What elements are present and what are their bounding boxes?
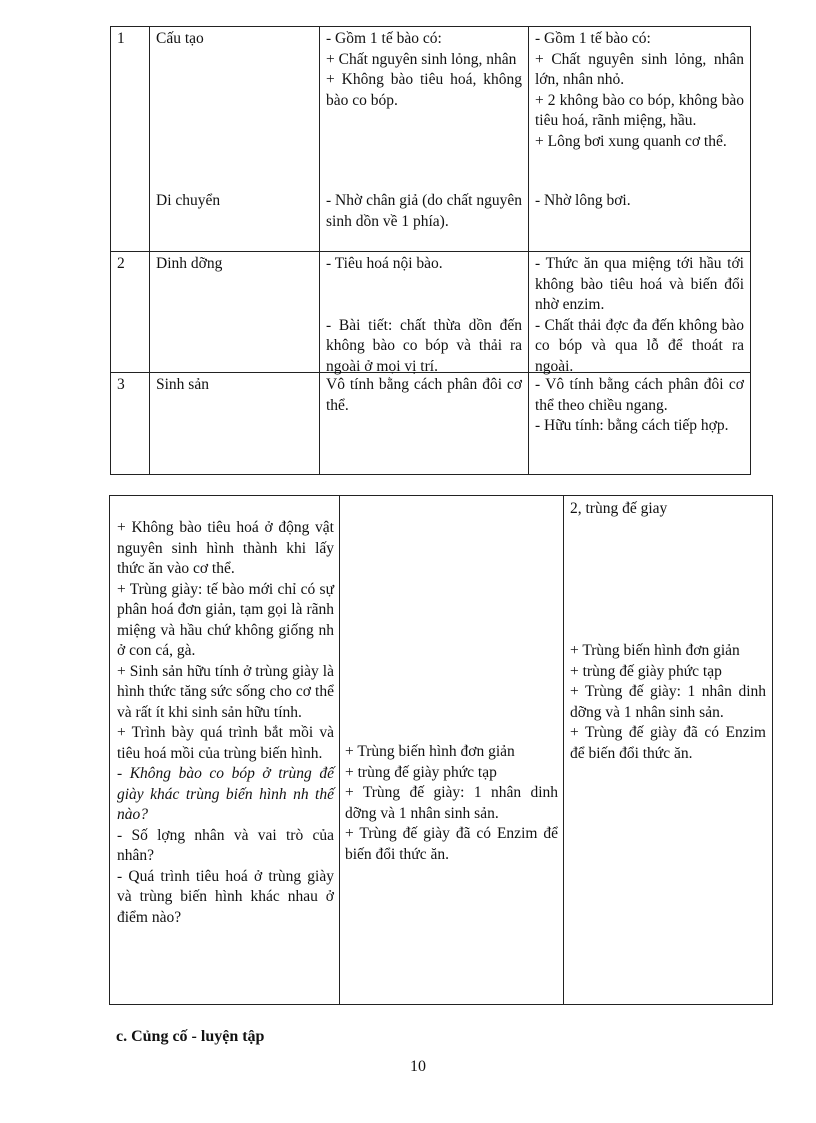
table-cell-number: 1 [117, 30, 125, 47]
table-border [109, 1004, 773, 1005]
table-cell-paramecium: - Thức ăn qua miệng tới hầu tới không bào tiêu hoá và biến đổi nhờ enzim. - Chất thải đợc đa đến không bào co bóp và qua lỗ để thoát ra ngoài. [535, 255, 744, 375]
table-border [110, 26, 111, 475]
table-cell-paramecium: - Gồm 1 tế bào có: + Chất nguyên sinh lỏng, nhân lớn, nhân nhỏ. + 2 không bào co bóp, không bào tiêu hoá, rãnh miệng, hầu. + Lông bơi xung quanh cơ thể. [535, 30, 744, 150]
student-answers-cell: + Trùng biến hình đơn giản + trùng đế giày phức tạp + Trùng đế giày: 1 nhân dinh dỡng và 1 nhân sinh sản. + Trùng đế giày đã có Enzim để biến đổi thức ăn. [345, 743, 558, 863]
table-cell-feature [150, 373, 319, 396]
page-number: 10 [410, 1058, 426, 1075]
table-column-divider [149, 26, 150, 475]
table-cell-paramecium: - Nhờ lông bơi. [535, 192, 631, 209]
feature-label: Dinh dỡng [156, 255, 223, 272]
table-cell-number: 3 [117, 376, 125, 393]
teacher-notes-cell: + Không bào tiêu hoá ở động vật nguyên sinh hình thành khi lấy thức ăn vào cơ thể. + Trùng giày: tế bào mới chỉ có sự phân hoá đơn giản, tạm gọi là rãnh miệng và hầu chứ không giống nh ở con cá, gà. + Sinh sản hữu tính ở trùng giày là hình thức tăng sức sống cho cơ thể và rất ít khi sinh sản hữu tính. + Trình bày quá trình bắt mồi và tiêu hoá mồi của trùng biến hình. - Không bào co bóp ở trùng đế giày khác trùng biến hình nh thế nào? - Số lợng nhân và vai trò của nhân? - Quá trình tiêu hoá ở trùng giày và trùng biến hình khác nhau ở điểm nào? [110, 516, 339, 928]
table-cell-feature [150, 189, 319, 212]
table-cell-feature [150, 27, 319, 50]
question-italic: - Không bào co bóp ở trùng đế giày khác trùng biến hình nh thế nào? [117, 765, 334, 823]
table-cell-amoeba: - Gồm 1 tế bào có: + Chất nguyên sinh lỏng, nhân + Không bào tiêu hoá, không bào co bóp. [326, 30, 522, 109]
table-cell-amoeba: - Tiêu hoá nội bào. - Bài tiết: chất thừa dồn đến không bào co bóp và thải ra ngoài ở mọi vị trí. [326, 255, 522, 375]
feature-label: Di chuyển [156, 192, 221, 209]
table-border [772, 495, 773, 1005]
content-summary-heading: 2, trùng đế giay [570, 500, 668, 517]
table-cell-paramecium: - Vô tính bằng cách phân đôi cơ thể theo chiều ngang. - Hữu tính: bằng cách tiếp hợp. [535, 376, 744, 434]
table-cell-amoeba: - Nhờ chân giả (do chất nguyên sinh dồn về 1 phía). [326, 192, 522, 230]
table-cell-number: 2 [117, 255, 125, 272]
table-cell-amoeba: Vô tính bằng cách phân đôi cơ thể. [326, 376, 522, 414]
feature-label: Cấu tạo [156, 30, 204, 47]
section-heading: c. Củng cố - luyện tập [116, 1028, 265, 1045]
content-summary-cell: + Trùng biến hình đơn giản + trùng đế giày phức tạp + Trùng đế giày: 1 nhân dinh dỡng và 1 nhân sinh sản. + Trùng đế giày đã có Enzim để biến đổi thức ăn. [570, 642, 766, 762]
table-border [110, 474, 750, 475]
feature-label: Sinh sản [156, 376, 209, 393]
table-border [750, 26, 751, 475]
table-cell-feature [150, 252, 319, 275]
question: - Số lợng nhân và vai trò của nhân? [117, 826, 334, 864]
table-border [109, 495, 773, 496]
question: - Quá trình tiêu hoá ở trùng giày và trùng biến hình khác nhau ở điểm nào? [117, 867, 334, 926]
